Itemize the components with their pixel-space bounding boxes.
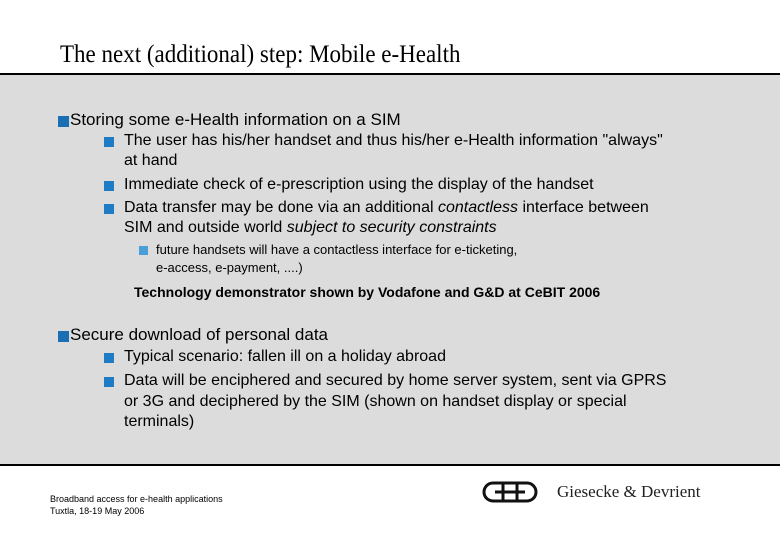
gd-logo-icon <box>482 481 538 503</box>
bullet-square-icon <box>58 116 69 127</box>
section-heading-secure-download: Secure download of personal data <box>70 325 329 344</box>
list-item-line: Data will be enciphered and secured by home server system, sent via GPRS <box>124 372 667 389</box>
bullet-square-icon <box>104 204 114 214</box>
company-name: Giesecke & Devrient <box>557 482 701 501</box>
footer-divider <box>0 464 780 466</box>
text-run-italic: contactless <box>437 199 519 216</box>
list-item-line: at hand <box>124 152 178 169</box>
text-run-italic: subject to security constraints <box>286 219 497 236</box>
footer-event-date: Tuxtla, 18-19 May 2006 <box>50 506 145 516</box>
sub-list-item-line: e-access, e-payment, ....) <box>156 260 303 275</box>
text-run: Data transfer may be done via an additional <box>124 199 438 216</box>
footer-event-title: Broadband access for e-health applications <box>50 494 223 504</box>
list-item-line: or 3G and deciphered by the SIM (shown on handset display or special <box>124 393 627 410</box>
list-item-line: Immediate check of e-prescription using the display of the handset <box>124 176 594 193</box>
list-item-line: Typical scenario: fallen ill on a holiday abroad <box>124 348 446 365</box>
list-item-line: terminals) <box>124 413 195 430</box>
demonstrator-note: Technology demonstrator shown by Vodafone and G&D at CeBIT 2006 <box>134 284 601 300</box>
text-run: SIM and outside world <box>124 219 287 236</box>
bullet-square-icon <box>139 246 148 255</box>
list-item-line <box>124 198 649 218</box>
bullet-square-icon <box>104 181 114 191</box>
bullet-square-icon <box>104 353 114 363</box>
text-run: interface between <box>518 199 649 216</box>
slide-title: The next (additional) step: Mobile e-Health <box>60 41 461 68</box>
bullet-square-icon <box>58 331 69 342</box>
list-item-line: The user has his/her handset and thus his/her e-Health information "always" <box>124 132 663 149</box>
section-heading-storing: Storing some e-Health information on a SIM <box>70 110 401 129</box>
bullet-square-icon <box>104 377 114 387</box>
list-item-line <box>124 218 497 238</box>
sub-list-item-line: future handsets will have a contactless interface for e-ticketing, <box>156 242 518 257</box>
bullet-square-icon <box>104 137 114 147</box>
